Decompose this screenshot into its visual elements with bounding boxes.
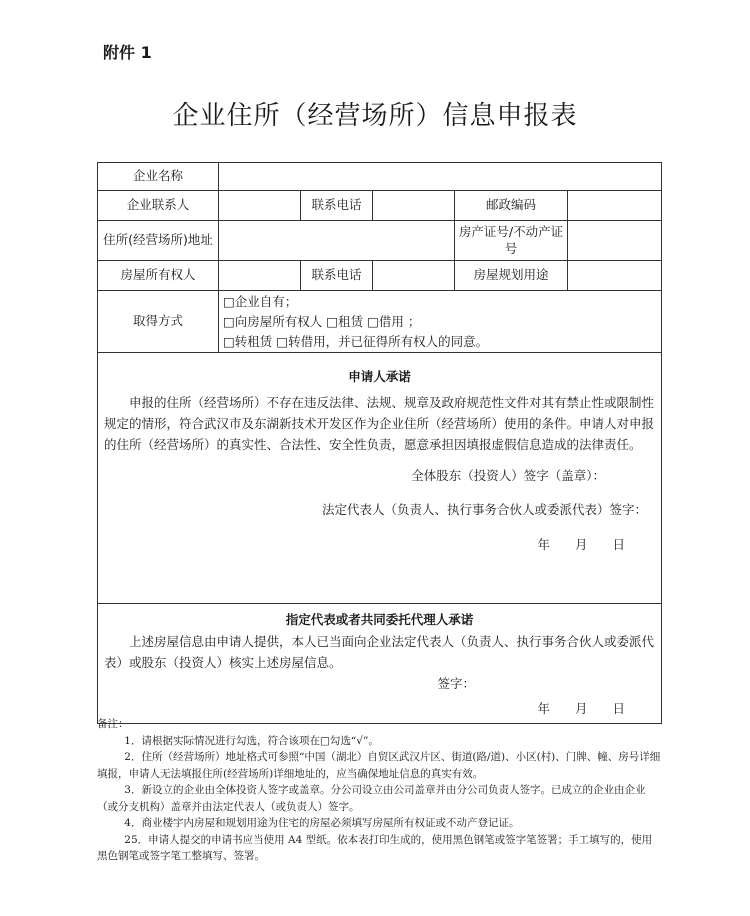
agent-signature-line[interactable]: 签字：: [437, 675, 476, 691]
acquire-method-label: 取得方式: [98, 291, 219, 353]
note-item: 4．商业楼宇内房屋和规划用途为住宅的房屋必须填写房屋所有权证或不动产登记证。: [124, 817, 520, 829]
legal-rep-signature-line[interactable]: 法定代表人（负责人、执行事务合伙人或委派代表）签字：: [322, 501, 648, 517]
applicant-date-line[interactable]: 年 月 日: [537, 536, 626, 552]
agent-date-line[interactable]: 年 月 日: [537, 700, 626, 716]
note-item: 25．申请人提交的申请书应当使用 A4 型纸。依本表打印生成的，使用黑色钢笔或签字笔签署；手工填写的，使用黑色钢笔或签字笔工整填写、签署。: [97, 833, 653, 862]
notes-section: [97, 716, 661, 865]
postal-code-label: 邮政编码: [455, 191, 568, 221]
enterprise-name-label: 企业名称: [98, 163, 219, 191]
contact-phone-field[interactable]: [373, 191, 455, 221]
enterprise-name-field[interactable]: [219, 163, 662, 191]
property-cert-field[interactable]: [568, 221, 662, 261]
applicant-pledge-heading: 申请人承诺: [348, 369, 411, 384]
owner-phone-field[interactable]: [373, 261, 455, 291]
address-label: 住所(经营场所)地址: [98, 221, 219, 261]
contact-person-label: 企业联系人: [98, 191, 219, 221]
option-self-owned[interactable]: □企业自有；: [223, 293, 298, 309]
agent-pledge-heading: 指定代表或者共同委托代理人承诺: [285, 612, 474, 627]
note-item: 3．新设立的企业由全体投资人签字或盖章。分公司设立由公司盖章并由分公司负责人签字。已成立的企业由企业（或分支机构）盖章并由法定代表人（或负责人）签字。: [97, 784, 646, 813]
agent-pledge-text: 上述房屋信息由申请人提供，本人已当面向企业法定代表人（负责人、执行事务合伙人或委派代表）或股东（投资人）核实上述房屋信息。: [104, 633, 655, 670]
address-field[interactable]: [219, 221, 455, 261]
owner-field[interactable]: [219, 261, 301, 291]
shareholder-signature-line[interactable]: 全体股东（投资人）签字（盖章）：: [411, 467, 606, 483]
note-item: 1．请根据实际情况进行勾选，符合该项在□勾选“√”。: [124, 734, 379, 747]
agent-pledge-section: [98, 604, 662, 724]
applicant-pledge-section: [98, 353, 662, 604]
contact-phone-label: 联系电话: [301, 191, 373, 221]
owner-phone-label: 联系电话: [301, 261, 373, 291]
applicant-pledge-text: 申报的住所（经营场所）不存在违反法律、法规、规章及政府规范性文件对其有禁止性或限制性规定的情形，符合武汉市及东湖新技术开发区作为企业住所（经营场所）使用的条件。申请人对申报的住所（经营场所）的真实性、合法性、安全性负责，愿意承担因填报虚假信息造成的法律责任。: [104, 394, 655, 452]
owner-label: 房屋所有权人: [98, 261, 219, 291]
property-cert-label: 房产证号/不动产证号: [455, 221, 568, 261]
acquire-method-options[interactable]: [219, 291, 662, 353]
planned-usage-field[interactable]: [568, 261, 662, 291]
option-lease-borrow[interactable]: □向房屋所有权人 □租赁 □借用 ；: [223, 313, 421, 329]
option-sublease[interactable]: □转租赁 □转借用，并已征得所有权人的同意。: [223, 333, 489, 349]
contact-person-field[interactable]: [219, 191, 301, 221]
notes-label: 备注：: [97, 718, 129, 730]
attachment-label: 附件 1: [103, 43, 152, 62]
planned-usage-label: 房屋规划用途: [455, 261, 568, 291]
postal-code-field[interactable]: [568, 191, 662, 221]
form-title: 企业住所（经营场所）信息申报表: [172, 101, 578, 131]
note-item: 2．住所（经营场所）地址格式可参照“中国（湖北）自贸区武汉片区、街道(路/道)、小区(村)、门牌、幢、房号详细填报，申请人无法填报住所(经营场所)详细地址的，应当确保地址信息的真实有效。: [97, 751, 661, 780]
declaration-form-table: [97, 162, 662, 724]
